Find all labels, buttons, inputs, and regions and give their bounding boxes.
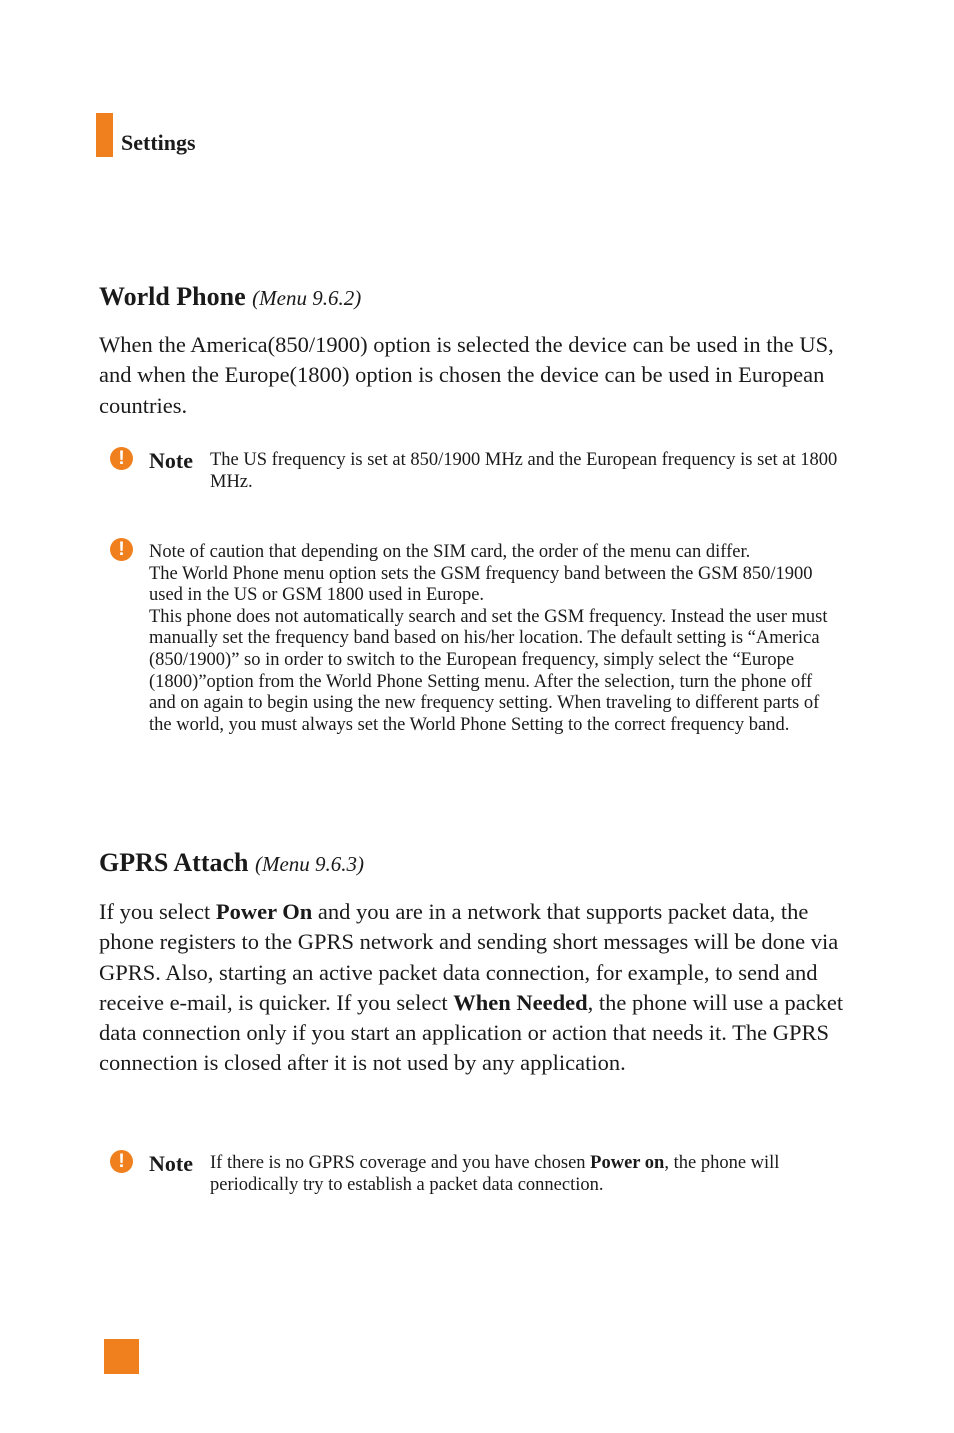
gprs-body-emphasis: Power On [215, 899, 313, 924]
gprs-note-text-part: , the phone will periodically try to establish a packet data connection. [210, 1153, 780, 1195]
gprs-attach-body [99, 897, 844, 1079]
footer-accent-square [104, 1339, 139, 1374]
caution-paragraph: Note of caution that depending on the SIM card, the order of the menu can differ. [149, 542, 751, 562]
world-phone-caution [149, 542, 839, 736]
gprs-body-emphasis: When Needed [453, 989, 588, 1015]
gprs-body-text: and you are in a network that supports packet data, the phone registers to the GPRS network and sending short messages will be done via GPRS. Also, starting an active packet data connection, for example, to send and receive e-mail, is quicker. If you select [99, 899, 839, 1015]
world-phone-body: When the America(850/1900) option is selected the device can be used in the US, and when the Europe(1800) option is chosen the device can be used in European countries. [99, 332, 834, 418]
exclamation-icon: ! [110, 447, 133, 470]
gprs-note-emphasis: Power on [590, 1153, 665, 1173]
caution-paragraph: This phone does not automatically search and set the GSM frequency. Instead the user must manually set the frequency band based on his/her location. The default setting is “America (850/1900)” so in order to switch to the European frequency, simply select the “Europe (1800)”option from the World Phone Setting menu. After the selection, turn the phone off and on again to begin using the new frequency setting. When traveling to different parts of the world, you must always set the World Phone Setting to the correct frequency band. [149, 606, 828, 735]
gprs-attach-heading [99, 850, 364, 876]
gprs-attach-title: GPRS Attach [99, 848, 249, 877]
exclamation-icon: ! [110, 1150, 133, 1173]
gprs-attach-menu-ref: (Menu 9.6.3) [255, 852, 365, 876]
gprs-body-text: If you select [99, 899, 216, 924]
world-phone-note-label: Note [149, 448, 193, 473]
world-phone-note-text: The US frequency is set at 850/1900 MHz and the European frequency is set at 1800 MHz. [210, 450, 838, 492]
caution-paragraph: The World Phone menu option sets the GSM frequency band between the GSM 850/1900 used in the US or GSM 1800 used in Europe. [149, 563, 813, 606]
gprs-note-text-part: If there is no GPRS coverage and you have chosen [210, 1153, 591, 1173]
gprs-body-text: , the phone will use a packet data connection only if you start an application or action that needs it. The GPRS connection is closed after it is not used by any application. [99, 989, 844, 1076]
exclamation-icon: ! [110, 538, 133, 561]
gprs-note-label: Note [149, 1151, 193, 1176]
world-phone-heading [99, 284, 361, 310]
world-phone-title: World Phone [99, 282, 246, 311]
gprs-note-text [210, 1153, 850, 1196]
header-accent-bar [96, 113, 113, 157]
world-phone-menu-ref: (Menu 9.6.2) [252, 286, 362, 310]
page-header-label: Settings [121, 130, 196, 155]
